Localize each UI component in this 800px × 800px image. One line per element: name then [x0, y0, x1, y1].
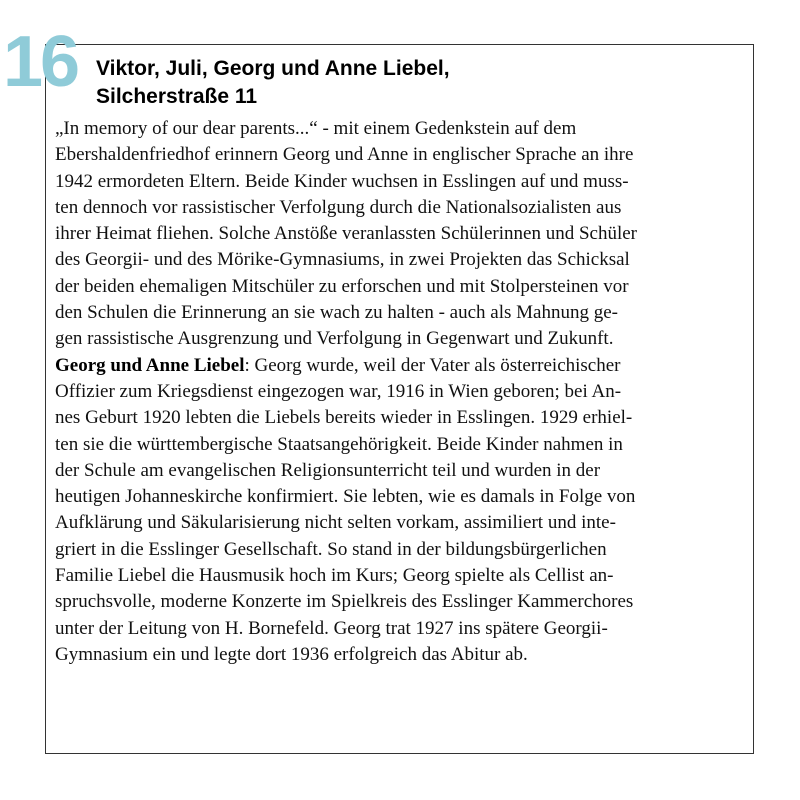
body-line: Offizier zum Kriegsdienst eingezogen war, 1916 in Wien geboren; bei An-	[55, 380, 622, 402]
body-line: Gymnasium ein und legte dort 1936 erfolgreich das Abitur ab.	[55, 643, 528, 665]
body-line: Ebershaldenfriedhof erinnern Georg und Anne in englischer Sprache an ihre	[55, 144, 634, 166]
body-line: Familie Liebel die Hausmusik hoch im Kurs; Georg spielte als Cellist an-	[55, 565, 614, 587]
body-line-bold-lead	[55, 353, 755, 379]
body-line: ihrer Heimat fliehen. Solche Anstöße veranlassten Schülerinnen und Schüler	[55, 223, 637, 245]
body-line: „In memory of our dear parents...“ - mit einem Gedenkstein auf dem	[55, 118, 577, 139]
body-line: unter der Leitung von H. Bornefeld. Georg trat 1927 ins spätere Georgii-	[55, 617, 608, 639]
body-line: nes Geburt 1920 lebten die Liebels bereits wieder in Esslingen. 1929 erhiel-	[55, 407, 633, 429]
body-line: den Schulen die Erinnerung an sie wach zu halten - auch als Mahnung ge-	[55, 302, 618, 324]
entry-number: 16	[3, 22, 78, 102]
body-line: des Georgii- und des Mörike-Gymnasiums, in zwei Projekten das Schicksal	[55, 249, 630, 271]
body-line: 1942 ermordeten Eltern. Beide Kinder wuchsen in Esslingen auf und muss-	[55, 170, 629, 192]
body-line: gen rassistische Ausgrenzung und Verfolgung in Gegenwart und Zukunft.	[55, 328, 614, 350]
body-line: der beiden ehemaligen Mitschüler zu erforschen und mit Stolpersteinen vor	[55, 275, 629, 297]
body-line: ten dennoch vor rassistischer Verfolgung durch die Nationalsozialisten aus	[55, 196, 622, 218]
bold-lead-name: Georg und Anne Liebel	[55, 354, 245, 376]
body-line: ten sie die württembergische Staatsangehörigkeit. Beide Kinder nahmen in	[55, 433, 623, 455]
entry-title	[96, 55, 736, 111]
body-line: heutigen Johanneskirche konfirmiert. Sie lebten, wie es damals in Folge von	[55, 486, 636, 508]
bold-lead-continuation: : Georg wurde, weil der Vater als österreichischer	[244, 354, 621, 376]
body-line: griert in die Esslinger Gesellschaft. So stand in der bildungsbürgerlichen	[55, 538, 607, 560]
body-line: der Schule am evangelischen Religionsunterricht teil und wurden in der	[55, 459, 601, 481]
entry-body-text	[55, 116, 755, 668]
entry-title-line-2: Silcherstraße 11	[96, 85, 258, 108]
entry-title-line-1: Viktor, Juli, Georg und Anne Liebel,	[96, 57, 450, 80]
body-line: Aufklärung und Säkularisierung nicht selten vorkam, assimiliert und inte-	[55, 512, 616, 534]
body-line: spruchsvolle, moderne Konzerte im Spielkreis des Esslinger Kammerchores	[55, 591, 634, 613]
